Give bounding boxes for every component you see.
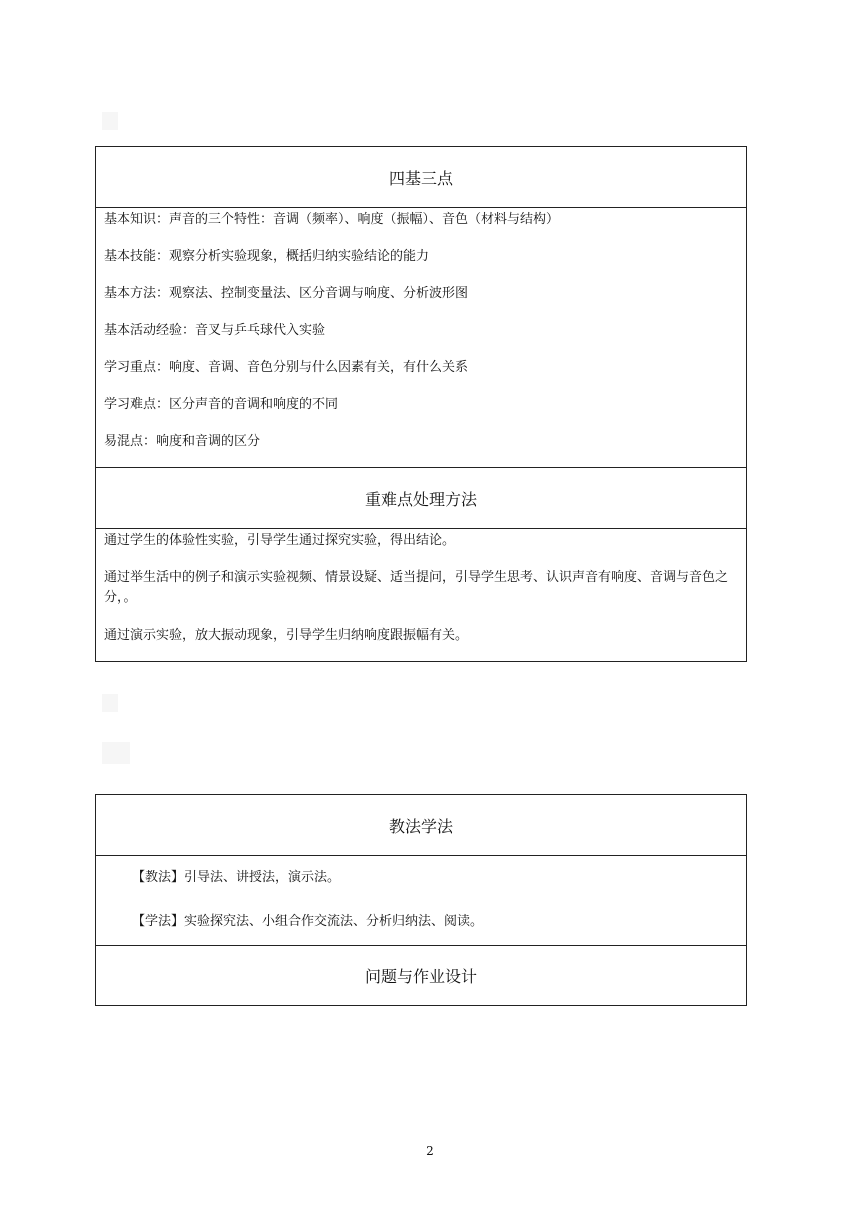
confusing-point-line: 易混点：响度和音调的区分 <box>104 434 261 449</box>
placeholder-mark-middle-2 <box>102 742 130 764</box>
four-basics-body <box>96 207 746 467</box>
basic-knowledge-line: 基本知识：声音的三个特性：音调（频率）、响度（振幅）、音色（材料与结构） <box>104 212 560 227</box>
homework-design-header <box>96 945 746 1005</box>
method-line-3: 通过演示实验，放大振动现象，引导学生归纳响度跟振幅有关。 <box>104 628 469 643</box>
basic-activity-line: 基本活动经验：音叉与乒乓球代入实验 <box>104 323 326 338</box>
methods-body <box>96 528 746 661</box>
methods-title: 重难点处理方法 <box>364 489 477 509</box>
methods-header <box>96 467 746 528</box>
four-basics-title: 四基三点 <box>388 168 453 188</box>
teaching-method-line: 【教法】引导法、讲授法，演示法。 <box>132 870 341 885</box>
four-basics-table <box>95 146 747 662</box>
homework-design-title: 问题与作业设计 <box>364 967 477 986</box>
placeholder-mark-top <box>102 112 118 130</box>
placeholder-mark-middle-1 <box>102 694 118 712</box>
page-number: 2 <box>426 1144 434 1158</box>
basic-skill-line: 基本技能：观察分析实验现象，概括归纳实验结论的能力 <box>104 249 430 264</box>
basic-method-line: 基本方法：观察法、控制变量法、区分音调与响度、分析波形图 <box>104 286 469 301</box>
method-line-1: 通过学生的体验性实验，引导学生通过探究实验，得出结论。 <box>104 533 456 548</box>
difficult-point-line: 学习难点：区分声音的音调和响度的不同 <box>104 397 339 412</box>
teaching-methods-title: 教法学法 <box>388 816 453 836</box>
teaching-methods-body <box>96 855 746 945</box>
learning-method-line: 【学法】实验探究法、小组合作交流法、分析归纳法、阅读。 <box>132 914 484 929</box>
teaching-methods-header <box>96 795 746 855</box>
four-basics-header <box>96 147 746 207</box>
key-point-line: 学习重点：响度、音调、音色分别与什么因素有关，有什么关系 <box>104 360 469 375</box>
teaching-methods-table <box>95 794 747 1006</box>
method-line-2: 通过举生活中的例子和演示实验视频、情景设疑、适当提问，引导学生思考、认识声音有响度、音调与音色之分，。 <box>104 570 729 605</box>
